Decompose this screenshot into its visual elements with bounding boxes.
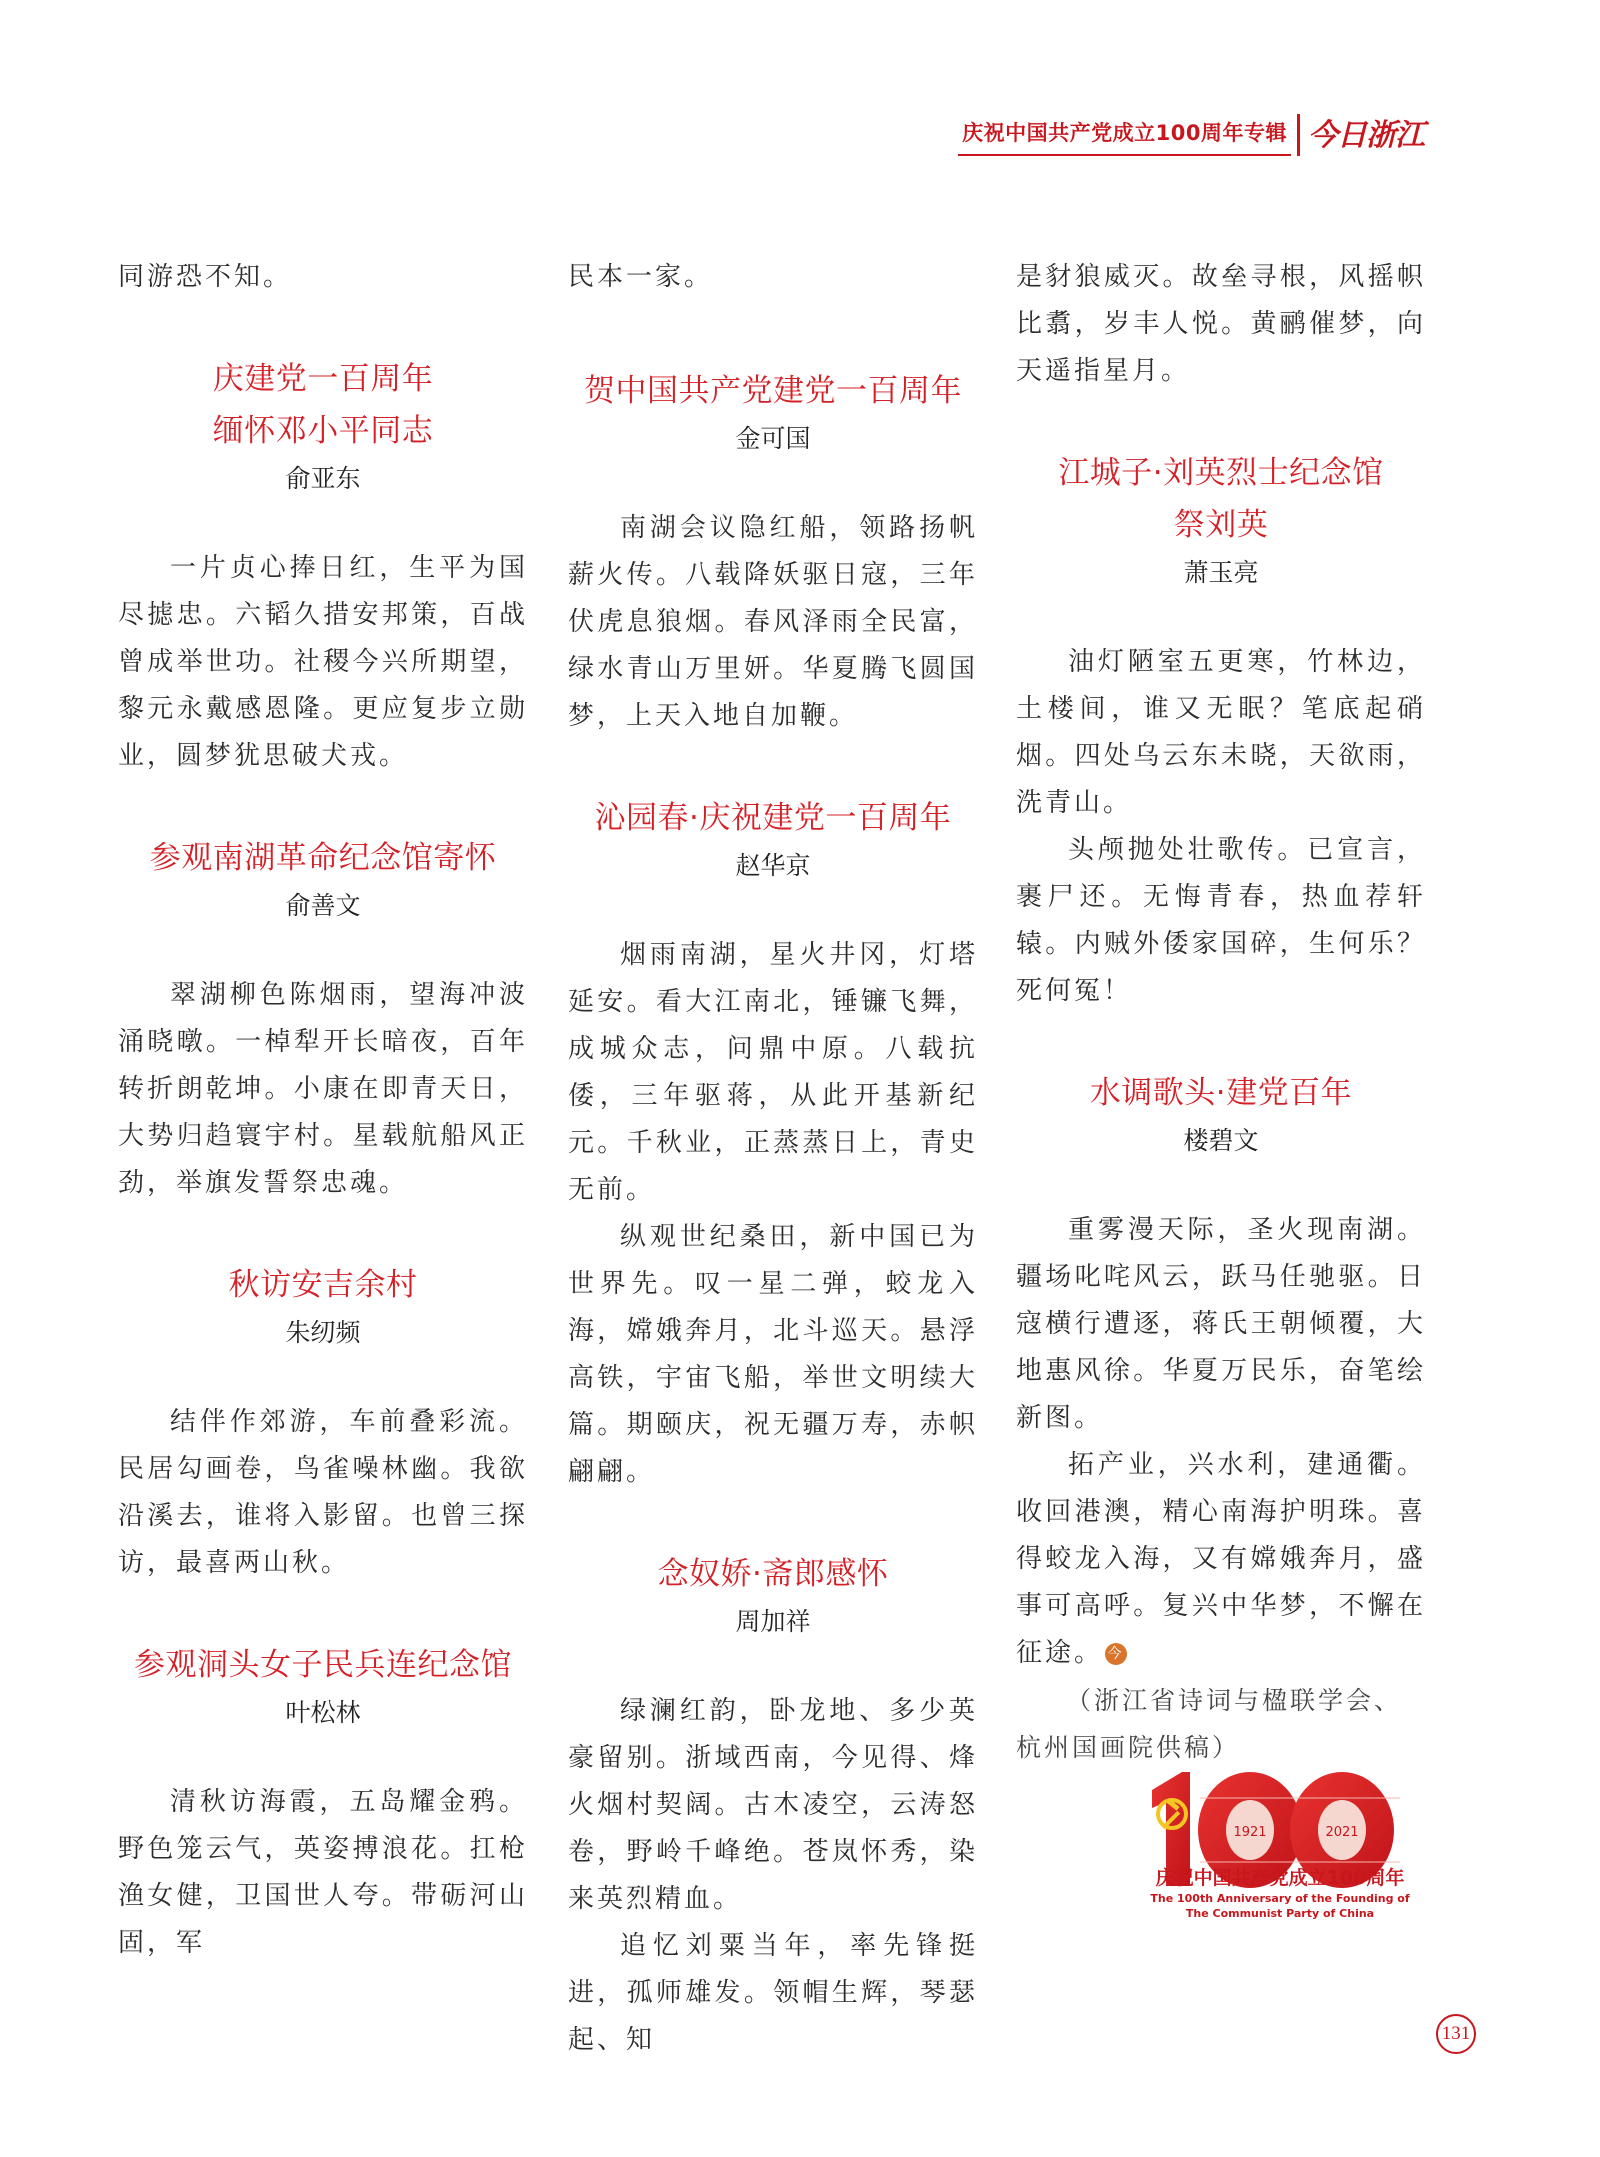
poem-body: 南湖会议隐红船，领路扬帆薪火传。八载降妖驱日寇，三年伏虎息狼烟。春风泽雨全民富，绿水青山万里妍。华夏腾飞圆国梦，上天入地自加鞭。 [568, 513, 978, 731]
logo-caption-zh: 庆祝中国共产党成立100周年 [1155, 1867, 1405, 1889]
continued-text: 同游恐不知。 [118, 262, 293, 292]
poem [1016, 447, 1426, 1015]
poem-title: 秋访安吉余村 [228, 1267, 418, 1303]
logo-caption-en-2: The Communist Party of China [1185, 1907, 1375, 1920]
poem-title: 江城子·刘英烈士纪念馆 [1058, 455, 1384, 491]
poem-body: 油灯陋室五更寒，竹林边，土楼间，谁又无眠？笔底起硝烟。四处乌云东未晓，天欲雨，洗青山。 [1016, 647, 1426, 818]
magazine-brand-logo: 今日浙江 [1308, 118, 1424, 153]
poem-author: 楼碧文 [1183, 1126, 1259, 1155]
poem [118, 353, 528, 780]
magazine-header [958, 112, 1424, 156]
poem-body: 重雾漫天际，圣火现南湖。疆场叱咤风云，跃马任驰驱。日寇横行遭逐，蒋氏王朝倾覆，大地惠风徐。华夏万民乐，奋笔绘新图。 [1016, 1215, 1426, 1433]
poem [118, 1639, 528, 1967]
poem [118, 832, 528, 1207]
poem-author: 朱纫频 [285, 1318, 361, 1347]
poem-author: 金可国 [735, 424, 811, 453]
source-credit: （浙江省诗词与楹联学会、杭州国画院供稿） [1016, 1686, 1403, 1762]
poem-title: 庆建党一百周年 [212, 361, 434, 397]
column-2 [568, 254, 978, 2064]
header-divider [1297, 114, 1300, 156]
poem-title: 缅怀邓小平同志 [212, 413, 434, 449]
poem-title: 参观南湖革命纪念馆寄怀 [149, 840, 497, 876]
poem-author: 萧玉亮 [1183, 558, 1259, 587]
logo-caption [1130, 1865, 1430, 1921]
year-2021: 2021 [1325, 1825, 1359, 1840]
poem-body: 一片贞心捧日红，生平为国尽摅忠。六韬久措安邦策，百战曾成举世功。社稷今兴所期望，黎元永戴感恩隆。更应复步立勋业，圆梦犹思破犬戎。 [118, 553, 528, 771]
poem-body: 追忆刘粟当年，率先锋挺进，孤师雄发。领帽生辉，琴瑟起、知 [568, 1931, 978, 2055]
poem-body-final [1016, 1442, 1426, 1677]
poem-title: 贺中国共产党建党一百周年 [584, 373, 962, 409]
poem-title: 祭刘英 [1173, 507, 1269, 543]
poem [1016, 1067, 1426, 1677]
poem-author: 周加祥 [735, 1607, 811, 1636]
poem-author: 俞善文 [285, 891, 361, 920]
column-3 [1016, 254, 1426, 1771]
poem-body: 绿澜红韵，卧龙地、多少英豪留别。浙域西南，今见得、烽火烟村契阔。古木凌空，云涛怒卷，野岭千峰绝。苍岚怀秀，染来英烈精血。 [568, 1696, 978, 1914]
logo-caption-en-1: The 100th Anniversary of the Founding of [1150, 1892, 1410, 1905]
continued-text: 是豺狼威灭。故垒寻根，风摇帜比翥，岁丰人悦。黄鹂催梦，向天遥指星月。 [1016, 262, 1426, 386]
poem-title: 沁园春·庆祝建党一百周年 [594, 800, 952, 836]
poem-body: 清秋访海霞，五岛耀金鸦。野色笼云气，英姿搏浪花。扛枪渔女健，卫国世人夸。带砺河山固，军 [118, 1787, 528, 1958]
poem-body: 翠湖柳色陈烟雨，望海冲波涌晓暾。一棹犁开长暗夜，百年转折朗乾坤。小康在即青天日，大势归趋寰宇村。星载航船风正劲，举旗发誓祭忠魂。 [118, 980, 528, 1198]
page-number: 131 [1436, 2014, 1476, 2054]
poem-title: 水调歌头·建党百年 [1089, 1075, 1353, 1111]
poem-body: 纵观世纪桑田，新中国已为世界先。叹一星二弹，蛟龙入海，嫦娥奔月，北斗巡天。悬浮高铁，宇宙飞船，举世文明续大篇。期颐庆，祝无疆万寿，赤帜翩翩。 [568, 1222, 978, 1487]
year-1921: 1921 [1233, 1825, 1267, 1840]
column-1 [118, 254, 528, 1967]
poem [568, 365, 978, 740]
continued-text: 民本一家。 [568, 262, 714, 292]
poem-body: 结伴作郊游，车前叠彩流。民居勾画卷，鸟雀噪林幽。我欲沿溪去，谁将入影留。也曾三探访，最喜两山秋。 [118, 1407, 528, 1578]
end-mark-icon: 今 [1105, 1643, 1127, 1665]
poem-body: 烟雨南湖，星火井冈，灯塔延安。看大江南北，锤镰飞舞，成城众志，问鼎中原。八载抗倭，三年驱蒋，从此开基新纪元。千秋业，正蒸蒸日上，青史无前。 [568, 940, 978, 1205]
poem [118, 1259, 528, 1587]
poem-title: 参观洞头女子民兵连纪念馆 [134, 1647, 512, 1683]
poem-title: 念奴娇·斋郎感怀 [657, 1556, 889, 1592]
poem-body-text: 拓产业，兴水利，建通衢。收回港澳，精心南海护明珠。喜得蛟龙入海，又有嫦娥奔月，盛事可高呼。复兴中华梦，不懈在征途。 [1016, 1450, 1426, 1668]
poem [568, 1548, 978, 2064]
poem-author: 叶松林 [285, 1698, 361, 1727]
poem-body: 头颅抛处壮歌传。已宣言，裹尸还。无悔青春，热血荐轩辕。内贼外倭家国碎，生何乐？死何冤！ [1016, 835, 1426, 1006]
poem [568, 792, 978, 1496]
poem-author: 俞亚东 [285, 464, 361, 493]
special-issue-title: 庆祝中国共产党成立100周年专辑 [958, 118, 1291, 156]
poem-author: 赵华京 [735, 851, 811, 880]
